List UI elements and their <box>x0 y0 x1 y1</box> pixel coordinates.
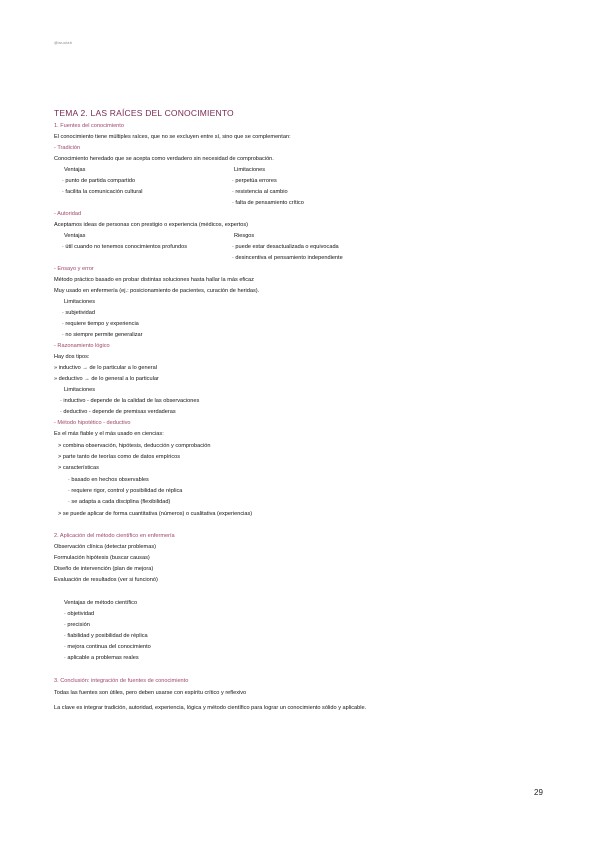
tradicion-ventaja: · punto de partida compartido <box>62 178 136 184</box>
metodo-definition: Es el más fiable y el más usado en ciencias: <box>54 431 164 437</box>
page-number: 29 <box>534 788 543 797</box>
metodo-bullet: > características <box>58 465 99 471</box>
autoridad-ventaja: · útil cuando no tenemos conocimientos profundos <box>62 244 188 250</box>
autoridad-riesgos-heading: Riesgos <box>234 233 255 239</box>
tradicion-definition: Conocimiento heredado que se acepta como verdadero sin necesidad de comprobación. <box>54 156 274 162</box>
metodo-caracteristica: · se adapta a cada disciplina (flexibilidad) <box>68 499 171 505</box>
section-2-step: Evaluación de resultados (ver si funcionó) <box>54 577 158 583</box>
ensayo-limitacion: · requiere tiempo y experiencia <box>62 321 139 327</box>
section-2-step: Diseño de intervención (plan de mejora) <box>54 566 154 572</box>
metodo-caracteristica: · basado en hechos observables <box>68 477 149 483</box>
autoridad-riesgo: · puede estar desactualizada o equivocada <box>232 244 339 250</box>
section-2-ventaja: · fiabilidad y posibilidad de réplica <box>64 633 148 639</box>
section-2-ventajas-heading: Ventajas de método científico <box>64 600 138 606</box>
tradicion-label: - Tradición <box>54 145 81 151</box>
section-1-heading: 1. Fuentes del conocimiento <box>54 123 124 129</box>
tradicion-limitacion: · resistencia al cambio <box>232 189 288 195</box>
metodo-bullet: > combina observación, hipótesis, deducción y comprobación <box>58 443 211 449</box>
tradicion-limitaciones-heading: Limitaciones <box>234 167 266 173</box>
page-title: TEMA 2. LAS RAÍCES DEL CONOCIMIENTO <box>54 108 234 118</box>
razonamiento-limitaciones-heading: Limitaciones <box>64 387 96 393</box>
razonamiento-limitacion: · deductivo - depende de premisas verdaderas <box>60 409 176 415</box>
razonamiento-tipo: » inductivo → de lo particular a lo general <box>54 365 157 371</box>
section-2-ventaja: · objetividad <box>64 611 95 617</box>
razonamiento-limitacion: · inductivo - depende de la calidad de las observaciones <box>60 398 200 404</box>
metodo-caracteristica: · requiere rigor, control y posibilidad de réplica <box>68 488 183 494</box>
autoridad-ventajas-heading: Ventajas <box>64 233 86 239</box>
ensayo-limitacion: · no siempre permite generalizar <box>62 332 143 338</box>
ensayo-definition: Muy usado en enfermería (ej.: posicionamiento de pacientes, curación de heridas). <box>54 288 260 294</box>
tradicion-ventaja: · facilita la comunicación cultural <box>62 189 143 195</box>
tradicion-limitacion: · perpetúa errores <box>232 178 277 184</box>
section-1-intro: El conocimiento tiene múltiples raíces, que no se excluyen entre sí, sino que se complementan: <box>54 134 291 140</box>
metodo-bullet: > parte tanto de teorías como de datos empíricos <box>58 454 181 460</box>
tradicion-ventajas-heading: Ventajas <box>64 167 86 173</box>
section-3-paragraph: Todas las fuentes son útiles, pero deben usarse con espíritu crítico y reflexivo <box>54 690 247 696</box>
ensayo-limitacion: · subjetividad <box>62 310 95 316</box>
autoridad-riesgo: · desincentiva el pensamiento independiente <box>232 255 343 261</box>
ensayo-limitaciones-heading: Limitaciones <box>64 299 96 305</box>
tradicion-limitacion: · falta de pensamiento crítico <box>232 200 304 206</box>
metodo-label: - Método hipotético - deductivo <box>54 420 131 426</box>
autoridad-definition: Aceptamos ideas de personas con prestigio o experiencia (médicos, expertos) <box>54 222 249 228</box>
section-2-step: Observación clínica (detectar problemas) <box>54 544 156 550</box>
razonamiento-label: - Razonamiento lógico <box>54 343 110 349</box>
section-2-heading: 2. Aplicación del método científico en enfermería <box>54 533 175 539</box>
section-2-ventaja: · mejora continua del conocimiento <box>64 644 151 650</box>
metodo-bullet: > se puede aplicar de forma cuantitativa (números) o cualitativa (experiencias) <box>58 511 253 517</box>
section-2-ventaja: · precisión <box>64 622 90 628</box>
autoridad-label: - Autoridad <box>54 211 82 217</box>
razonamiento-tipo: » deductivo → de lo general a lo particular <box>54 376 159 382</box>
section-3-paragraph: La clave es integrar tradición, autoridad, experiencia, lógica y método científico para lograr un conocimiento sólido y aplicable. <box>54 705 367 711</box>
ensayo-label: - Ensayo y error <box>54 266 94 272</box>
razonamiento-tipos: Hay dos tipos: <box>54 354 90 360</box>
watermark-logo: @wuolah <box>54 40 73 45</box>
ensayo-definition: Método práctico basado en probar distintas soluciones hasta hallar la más eficaz <box>54 277 254 283</box>
section-3-heading: 3. Conclusión: integración de fuentes de conocimiento <box>54 678 189 684</box>
section-2-ventaja: · aplicable a problemas reales <box>64 655 139 661</box>
section-2-step: Formulación hipótesis (buscar causas) <box>54 555 150 561</box>
